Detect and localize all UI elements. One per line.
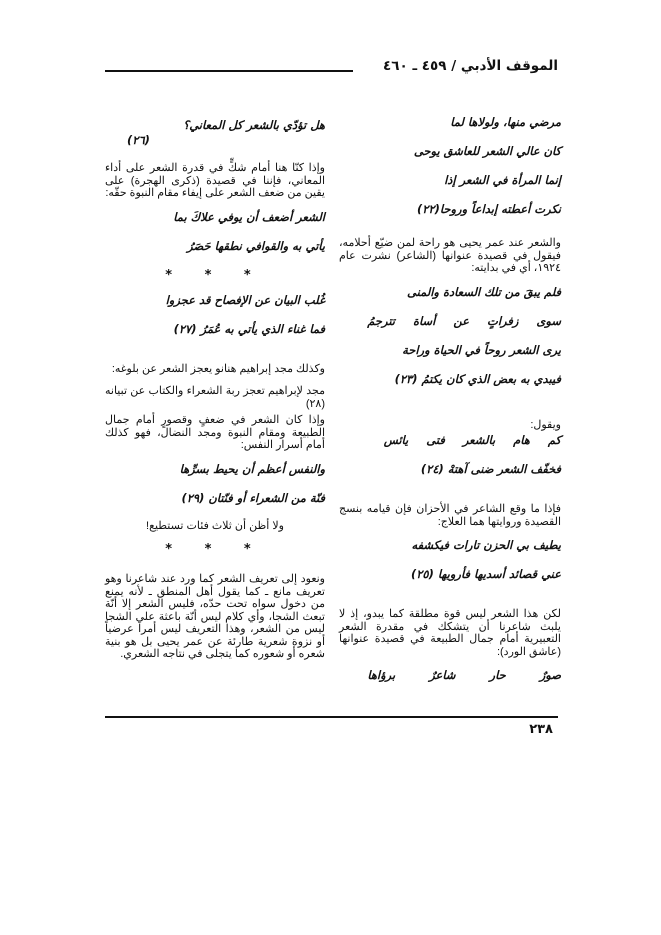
prose-paragraph: لكن هذا الشعر ليس قوة مطلقة كما يبدو، إذ لا يلبث شاعرنا أن يتشكك في مقدرة الشعر التعبيرية أمام جمال الطبيعة في قصيدة عنوانها (عاشق الورد): [339,608,561,658]
verse-line: إنما المرأة في الشعر إذا [444,173,561,187]
verse-line: فلم يبقَ من تلك السعادة والمنى [407,284,561,299]
header-rule [105,70,353,72]
verse-line: يطيف بي الحزن تارات فيكشفه [411,538,561,552]
verse-line: عني قصائد أسديها فأرويها (٢٥) [410,567,561,581]
prose-paragraph: والشعر عند عمر يحيى هو راحة لمن ضيّع أحلامه، فيقول في قصيدة عنوانها (الشاعر) نشرت عام ١٩٢٤، أي في بدايته: [339,237,561,274]
section-separator-stars: * * * [165,267,265,283]
spacer [339,401,561,419]
verse-line: هل تؤدّي بالشعر كل المعاني؟ [183,118,325,132]
prose-paragraph: ويقول: [530,418,561,431]
spacer [339,596,561,608]
verse-footnote-number: (٢٦) [127,133,150,147]
page-header [105,58,558,84]
prose-paragraph: ونعود إلى تعريف الشعر كما ورد عند شاعرنا وهو تعريف مانع ـ كما يقول أهل المنطق ـ لأنه يمنع من دخول سواه تحت حدّه، فليس الشعر إلا أنّة تبعث الشجا، وأي كلام ليس أنّة باعثة على الشجا ليس من الشعر، وهذا التعريف ليس أمراً عرضياً أو نزوة شعرية طارئة عن عمر يحيى بل هو بنية شعره أو شعوره كما يتجلى في نتاجه الشعري. [105,573,325,660]
verse-line: كم هام بالشعر فتى يائس [383,433,561,447]
verse-line: غُلب البيان عن الإفصاح قد عجزوا [165,292,325,307]
verse-line: فخفّف الشعر ضنى آهتهْ (٢٤) [420,462,561,476]
verse-line: الشعر أضعف أن يوفي علاكَ بما [173,209,325,224]
prose-paragraph: وإذا كان الشعر في ضعفٍ وقصورٍ أمام جمال الطبيعة ومقام النبوة ومجد النضال، فهو كذلك أمام أسرار النفس: [105,414,325,451]
footer-rule [105,716,558,718]
page-number: ٢٣٨ [529,722,553,737]
prose-paragraph: وكذلك مجد إبراهيم هنانو يعجز الشعر عن بلوغه: [111,362,325,375]
verse-line: فنّة من الشعراء أو فنّتان (٢٩) [181,490,325,505]
prose-paragraph: فإذا ما وقع الشاعر في الأحزان فإن قيامه بنسج القصيدة وروايتها هما العلاج: [339,503,561,528]
spacer [339,491,561,503]
right-column [339,115,561,697]
spacer [105,351,325,363]
verse-line: سوى زفراتٍ عن أساة تترجمُ [367,313,561,328]
verse-line: فما غناء الذي يأتي به عُمَرُ (٢٧) [173,321,325,336]
verse-line: فيبدي به بعض الذي كان يكتمُ (٢٣) [394,371,561,386]
section-separator-stars: * * * [165,542,265,557]
verse-line: نكرت أعطته إبداعاً وروحا(٢٢) [416,202,561,216]
left-column [105,118,325,671]
prose-paragraph: ولا أظن أن ثلاث فئات تستطيع! [146,519,284,532]
verse-line: مرضي منها، ولولاها لما [450,115,561,129]
verse-line: يأتي به والقوافي نطقها حَصَرُ [187,238,325,253]
prose-paragraph: مجد لإبراهيم تعجز ربة الشعراء والكتاب عن تبيانه (٢٨) [105,385,325,410]
prose-paragraph: وإذا كنّا هنا أمام شكٍّ في قدرة الشعر على أداء المعاني، فإننا في قصيدة (ذكرى الهجرة) على يقين من ضعف الشعر على إيفاء مقام النبوة حقّه: [105,162,325,199]
verse-line: صورٌ حار شاعرٌ برؤاها [367,668,561,682]
verse-line: كان عالي الشعر للعاشق يوحى [413,144,561,158]
journal-title: الموقف الأدبي / ٤٥٩ ـ ٤٦٠ [383,58,558,74]
verse-line: يرى الشعر روحاً في الحياة وراحة [402,342,561,357]
verse-line: والنفس أعظم أن يحيط بسرِّها [179,461,325,476]
